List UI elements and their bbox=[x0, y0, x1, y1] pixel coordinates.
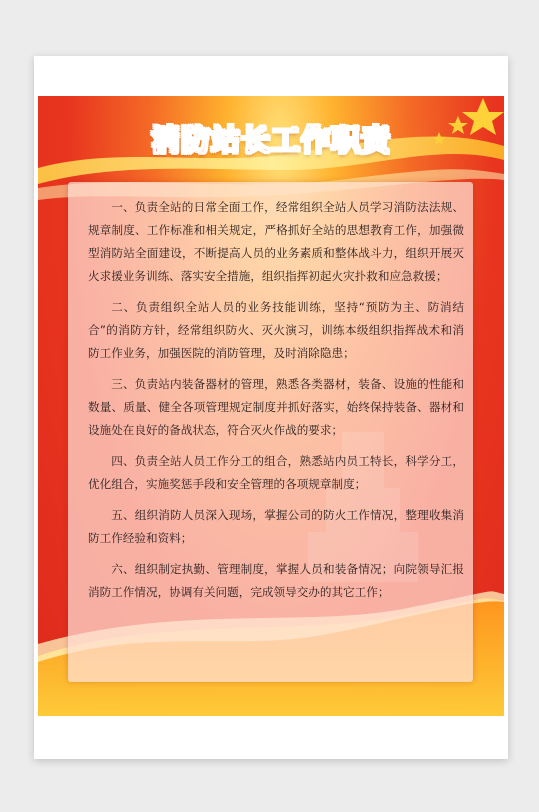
duty-item-5: 五、组织消防人员深入现场，掌握公司的防火工作情况，整理收集消防工作经验和资料； bbox=[88, 508, 464, 545]
duty-item-4: 四、负责全站人员工作分工的组合，熟悉站内员工特长，科学分工，优化组合，实施奖惩手段和安全管理的各项规章制度； bbox=[88, 454, 464, 491]
duty-list bbox=[88, 196, 464, 612]
duty-item-2: 二、负责组织全站人员的业务技能训练，坚持“预防为主、防消结合”的消防方针，经常组织防火、灭火演习，训练本级组织指挥战术和消防工作业务，加强医院的消防管理，及时消除隐患； bbox=[88, 300, 464, 360]
duty-item-6: 六、组织制定执勤、管理制度，掌握人员和装备情况；向院领导汇报消防工作情况，协调有关问题，完成领导交办的其它工作； bbox=[88, 562, 464, 599]
duty-item-1: 一、负责全站的日常全面工作，经常组织全站人员学习消防法法规、规章制度、工作标准和相关规定，严格抓好全站的思想教育工作，加强微型消防站全面建设，不断提高人员的业务素质和整体战斗力，组织开展灭火求援业务训练、落实安全措施，组织指挥初起火灾扑救和应急救援； bbox=[88, 200, 464, 283]
page-title: 消防站长工作职责 bbox=[150, 123, 391, 157]
duty-item-3: 三、负责站内装备器材的管理，熟悉各类器材，装备、设施的性能和数量、质量、健全各项管理规定制度并抓好落实，始终保持装备、器材和设施处在良好的备战状态，符合灭火作战的要求； bbox=[88, 377, 464, 437]
